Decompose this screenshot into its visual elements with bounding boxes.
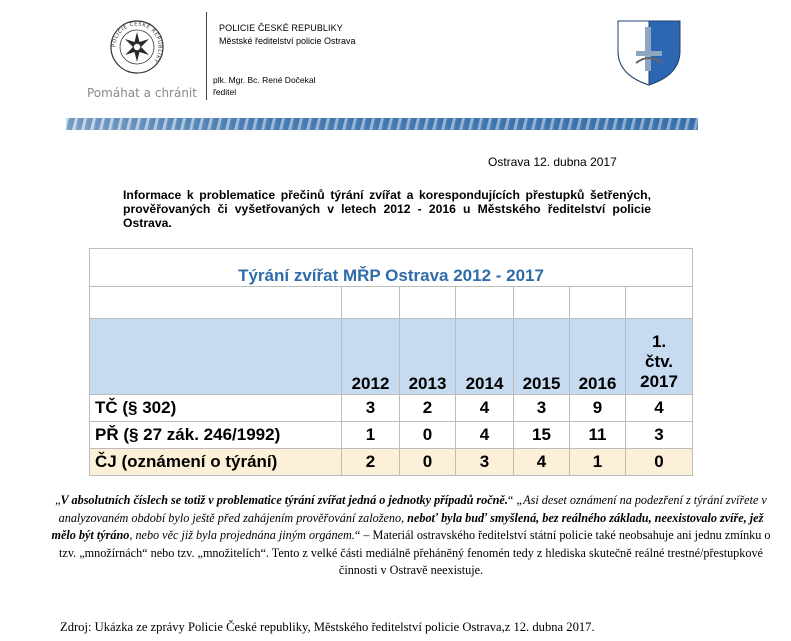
row-label: TČ (§ 302) (90, 395, 342, 422)
table-row (90, 395, 693, 422)
table-cell: 4 (626, 395, 693, 422)
table-blank-row (90, 287, 693, 319)
org-name: POLICIE ČESKÉ REPUBLIKY (219, 23, 343, 33)
quote-bold-2: neboť byla buď smyšlená, bez reálného základu, neexistovalo zvíře, jež mělo být týráno (51, 510, 764, 542)
header-year: 2014 (456, 319, 514, 395)
table-cell: 4 (514, 449, 570, 476)
header-divider (206, 12, 207, 100)
quote-italic-2: , nebo věc již byla projednána jiným orgánem. (129, 528, 355, 542)
director-name: plk. Mgr. Bc. René Dočekal (213, 75, 316, 85)
table-cell: 2 (400, 395, 456, 422)
table-cell: 9 (570, 395, 626, 422)
document-heading: Informace k problematice přečinů týrání zvířat a korespondujících přestupků šetřených, prověřovaných či vyšetřovaných v letech 2012 - 2016 u Městského ředitelství policie Ostrava. (123, 188, 651, 230)
quote-bold-1: V absolutních číslech se totiž v problematice týrání zvířat jedná o jednotky případů ročně. (60, 493, 508, 507)
table-cell: 3 (342, 395, 400, 422)
table-cell: 3 (456, 449, 514, 476)
table-cell: 0 (400, 449, 456, 476)
motto: Pomáhat a chránit (87, 86, 197, 100)
table-cell: 4 (456, 395, 514, 422)
city-police-emblem (612, 17, 686, 87)
document-date: Ostrava 12. dubna 2017 (488, 155, 617, 169)
table-cell: 15 (514, 422, 570, 449)
header-label-cell (90, 319, 342, 395)
row-label: ČJ (oznámení o týrání) (90, 449, 342, 476)
table-cell: 3 (626, 422, 693, 449)
statistics-table-container (89, 248, 692, 476)
table-cell: 3 (514, 395, 570, 422)
header-year: 2015 (514, 319, 570, 395)
table-cell: 2 (342, 449, 400, 476)
quote-paragraph: „V absolutních číslech se totiž v problematice týrání zvířat jedná o jednotky případů ročně.“ „Asi deset oznámení na podezření z týrání zvířete v analyzovaném období bylo ještě před zahájením prověřování založeno, neboť byla buď smyšlená, bez reálného základu, neexistovalo zvíře, jež mělo být týráno, nebo věc již byla projednána jiným orgánem.“ – Materiál ostravského ředitelství státní policie také neobsahuje ani jednu zmínku o tzv. „množírnách“ nebo tzv. „množitelích“. Tento z velké části mediálně přeháněný fenomén tedy z hlediska skutečně reálné trestné/přestupkové činnosti v Ostravě neexistuje. (51, 493, 771, 577)
quote-italic-1: „Asi deset oznámení na podezření z týrání zvířete v analyzovaném období bylo ještě před zahájením prověřování založeno, (58, 493, 767, 525)
table-title-row (90, 249, 693, 287)
director-title: ředitel (213, 87, 237, 97)
decorative-stripe-band (66, 118, 698, 130)
row-label: PŘ (§ 27 zák. 246/1992) (90, 422, 342, 449)
header-year: 2013 (400, 319, 456, 395)
police-seal-logo (110, 20, 164, 74)
table-row (90, 422, 693, 449)
commentary-text: “ – Materiál ostravského ředitelství státní policie také neobsahuje ani jednu zmínku o tzv. „množírnách“ nebo tzv. „množitelích“. Tento z velké části mediálně přeháněný fenomén tedy z hlediska skutečně reálné trestné/přestupkové činnosti v Ostravě neexistuje. (59, 528, 771, 577)
table-header-row (90, 319, 693, 395)
table-cell: 0 (626, 449, 693, 476)
source-citation: Zdroj: Ukázka ze zprávy Policie České republiky, Městského ředitelství policie Ostrava,z 12. dubna 2017. (60, 620, 595, 634)
header-q1-2017: 1. čtv. 2017 (626, 319, 693, 395)
table-title: Týrání zvířat MŘP Ostrava 2012 - 2017 (90, 249, 693, 287)
table-cell: 11 (570, 422, 626, 449)
seal-ring-text: POLICIE ČESKÉ REPUBLIKY (111, 21, 163, 64)
table-row (90, 449, 693, 476)
header-year: 2012 (342, 319, 400, 395)
table-cell: 1 (342, 422, 400, 449)
org-subname: Městské ředitelství policie Ostrava (219, 36, 356, 46)
header-year: 2016 (570, 319, 626, 395)
table-cell: 1 (570, 449, 626, 476)
table-cell: 4 (456, 422, 514, 449)
table-cell: 0 (400, 422, 456, 449)
statistics-table (89, 248, 693, 476)
